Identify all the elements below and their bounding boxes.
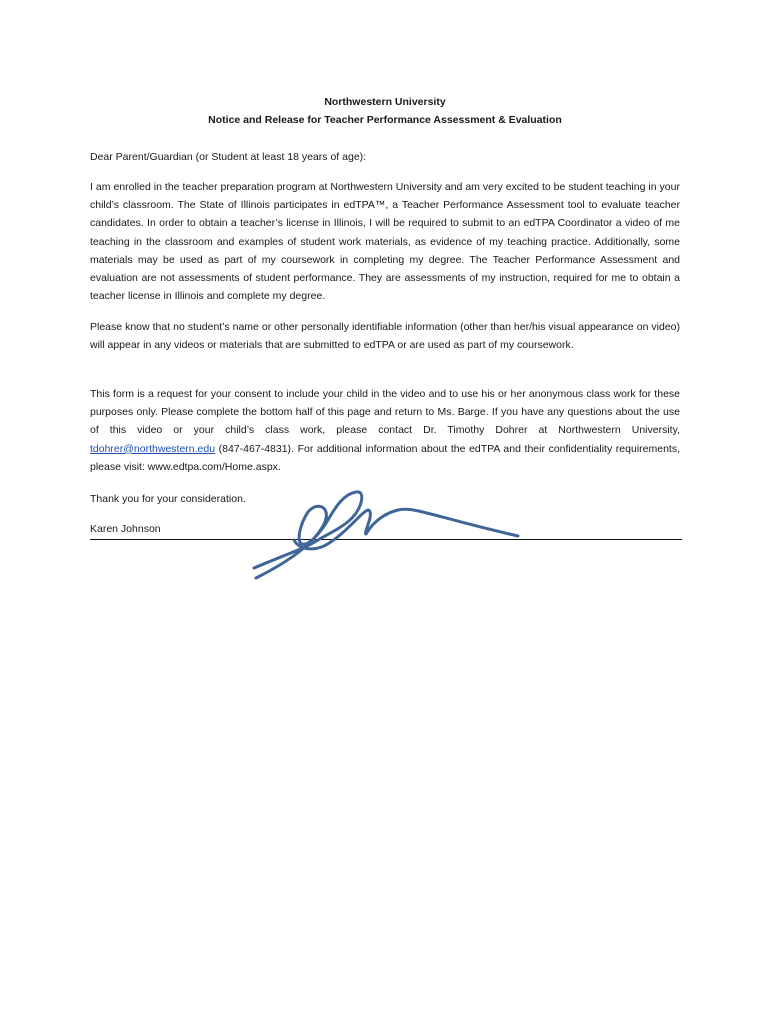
paragraph-enrollment: I am enrolled in the teacher preparation program at Northwestern University and am very excited to be student teaching in your child’s classroom. The State of Illinois participates in edTPA™, a Teacher Performance Assessment tool to evaluate teacher candidates. In order to obtain a teacher’s license in Illinois, I will be required to submit to an edTPA Coordinator a video of me teaching in the classroom and examples of student work materials, as evidence of my teaching practice. Additionally, some materials may be used as part of my coursework in completing my degree. The Teacher Performance Assessment and evaluation are not assessments of student performance. They are assessments of my instruction, required for me to obtain a teacher license in Illinois and complete my degree. <box>90 181 680 303</box>
consent-text-end: (847-467-4831). For additional information about the edTPA and their confidentiality requirements, please visit: www.edtpa.com/Home.aspx. <box>90 442 680 473</box>
institution-heading: Northwestern University <box>324 96 446 108</box>
contact-email-link[interactable]: tdohrer@northwestern.edu <box>90 442 216 455</box>
consent-text-start: This form is a request for your consent to include your child in the video and to use his or her anonymous class work for these purposes only. Please complete the bottom half of this page and return to Ms. Barge. If you have any questions about the use of this video or your child’s class work, please contact Dr. Timothy Dohrer at Northwestern University, <box>90 388 680 437</box>
notice-title: Notice and Release for Teacher Performance Assessment & Evaluation <box>208 114 562 126</box>
paragraph-consent-request <box>90 385 680 476</box>
handwritten-signature <box>248 482 528 584</box>
closing-line: Thank you for your consideration. <box>90 493 246 505</box>
signer-name: Karen Johnson <box>90 523 161 535</box>
salutation: Dear Parent/Guardian (or Student at least 18 years of age): <box>90 151 367 163</box>
paragraph-privacy: Please know that no student’s name or other personally identifiable information (other than her/his visual appearance on video) will appear in any videos or materials that are submitted to edTPA or are used as part of my coursework. <box>90 321 680 352</box>
